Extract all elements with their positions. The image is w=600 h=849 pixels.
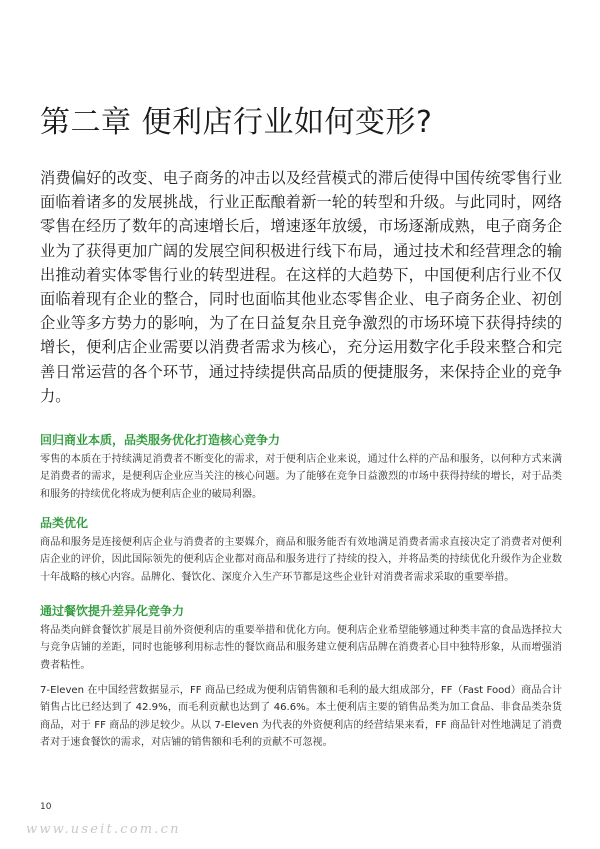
section-body: 零售的本质在于持续满足消费者不断变化的需求，对于便利店企业来说，通过什么样的产品和服务，以何种方式来满足消费者的需求，是便利店企业应当关注的核心问题。为了能够在竞争日益激烈的市场中获得持续的增长，对于品类和服务的持续优化将成为便利店企业的破局利器。 (40, 454, 562, 500)
section-body: 商品和服务是连接便利店企业与消费者的主要媒介，商品和服务能否有效地满足消费者需求直接决定了消费者对便利店企业的评价，因此国际领先的便利店企业都对商品和服务进行了持续的投入，并将品类的持续优化升级作为企业数十年战略的核心内容。品牌化、餐饮化、深度介入生产环节都是这些企业针对消费者需求采取的重要举措。 (40, 537, 562, 583)
watermark: www.useit.com.cn (26, 822, 181, 837)
section-body: 将品类向鲜食餐饮扩展是目前外资便利店的重要举措和优化方向。便利店企业希望能够通过种类丰富的食品选择拉大与竞争店铺的差距，同时也能够利用标志性的餐饮商品和服务建立便利店品牌在消费者心目中独特形象，从而增强消费者粘性。 (40, 625, 562, 671)
section-category-service (40, 432, 562, 503)
section-heading: 回归商业本质，品类服务优化打造核心竞争力 (40, 433, 281, 447)
chapter-title: 第二章 便利店行业如何变形? (40, 105, 433, 140)
section-heading: 品类优化 (40, 516, 89, 530)
page-number: 10 (40, 802, 52, 812)
section-7eleven-data (40, 682, 562, 751)
section-category-optimization (40, 515, 562, 586)
intro-paragraph: 消费偏好的改变、电子商务的冲击以及经营模式的滞后使得中国传统零售行业面临着诸多的发展挑战，行业正酝酿着新一轮的转型和升级。与此同时，网络零售在经历了数年的高速增长后，增速逐年放缓，市场逐渐成熟，电子商务企业为了获得更加广阔的发展空间积极进行线下布局，通过技术和经营理念的输出推动着实体零售行业的转型进程。在这样的大趋势下，中国便利店行业不仅面临着现有企业的整合，同时也面临其他业态零售企业、电子商务企业、初创企业等多方势力的影响，为了在日益复杂且竞争激烈的市场环境下获得持续的增长，便利店企业需要以消费者需求为核心，充分运用数字化手段来整合和完善日常运营的各个环节，通过持续提供高品质的便捷服务，来保持企业的竞争力。 (40, 169, 562, 405)
section-body: 7-Eleven 在中国经营数据显示，FF 商品已经成为便利店销售额和毛利的最大组成部分，FF（Fast Food）商品合计销售占比已经达到了 42.9%，而毛利贡献也达到了 46.6%。本土便利店主要的销售品类为加工食品、非食品类杂货商品，对于 FF 商品的涉足较少。从以 7-Eleven 为代表的外资便利店的经营结果来看，FF 商品针对性地满足了消费者对于速食餐饮的需求，对店铺的销售额和毛利的贡献不可忽视。 (40, 685, 562, 748)
section-food-differentiation (40, 603, 562, 674)
section-heading: 通过餐饮提升差异化竞争力 (40, 604, 185, 618)
